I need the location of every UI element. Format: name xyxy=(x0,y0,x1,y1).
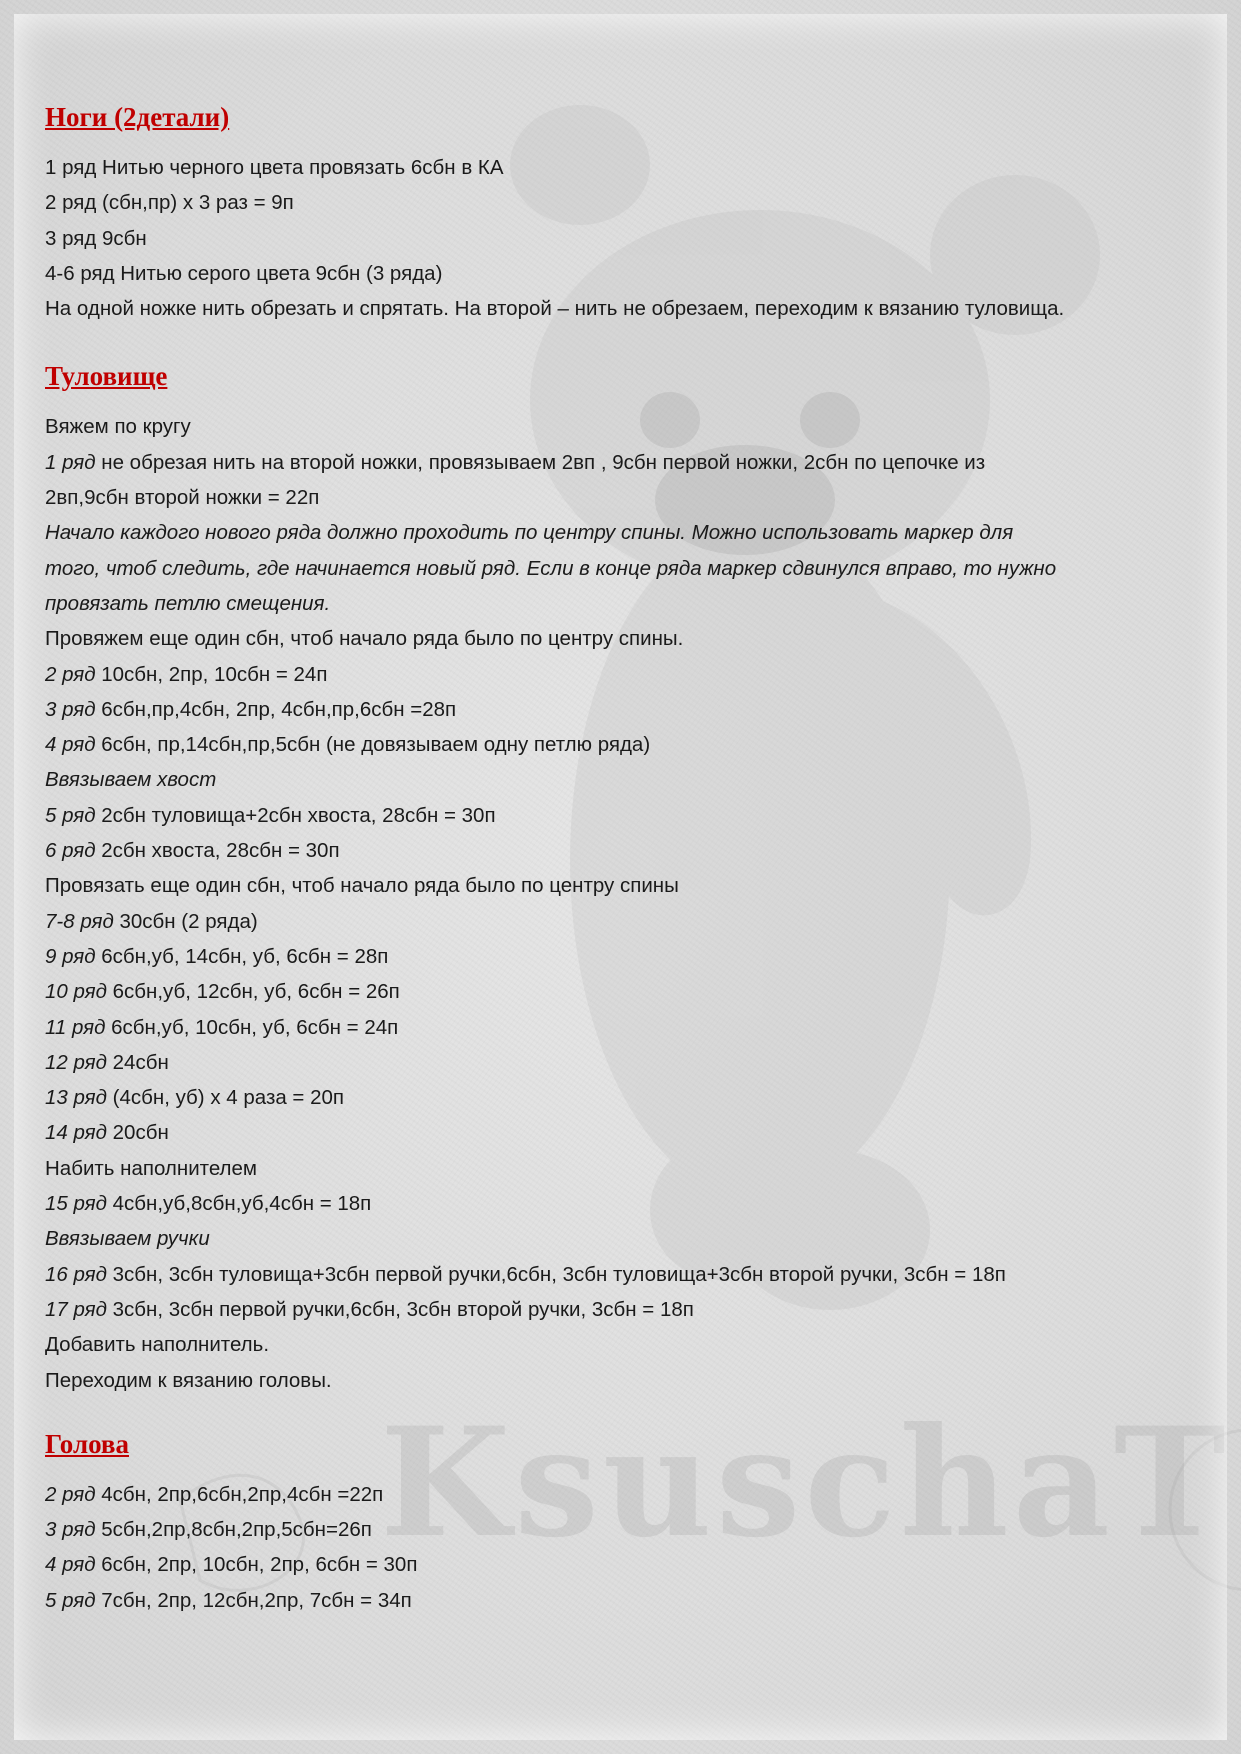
row-label: 9 ряд xyxy=(45,944,96,968)
row-label: 7-8 ряд xyxy=(45,909,114,933)
row-label: 13 ряд xyxy=(45,1086,107,1110)
instruction-line: 2 ряд (сбн,пр) х 3 раз = 9п xyxy=(45,191,294,215)
section-title-legs: Ноги (2детали) xyxy=(45,102,230,132)
instruction-line: На одной ножке нить обрезать и спрятать. На второй – нить не обрезаем, переходим к вязанию туловища. xyxy=(45,297,1065,321)
instruction-line: Добавить наполнитель. xyxy=(45,1333,270,1357)
note-line: того, чтоб следить, где начинается новый ряд. Если в конце ряда маркер сдвинулся вправо, то нужно xyxy=(45,556,1057,580)
row-text: 10сбн, 2пр, 10сбн = 24п xyxy=(95,662,328,686)
instruction-line xyxy=(45,939,1205,974)
row-text: 6сбн,уб, 14сбн, уб, 6сбн = 28п xyxy=(95,944,389,968)
row-text: 24сбн xyxy=(106,1050,169,1074)
section-body-lines xyxy=(45,409,1205,1397)
row-label: 3 ряд xyxy=(45,697,96,721)
section-title-body: Туловище xyxy=(45,361,168,392)
row-label: 15 ряд xyxy=(45,1192,107,1216)
row-text: 4сбн,уб,8сбн,уб,4сбн = 18п xyxy=(106,1192,372,1216)
row-text: не обрезая нить на второй ножки, провязываем 2вп , 9сбн первой ножки, 2сбн по цепочке из xyxy=(95,450,986,474)
instruction-line xyxy=(45,1292,1205,1327)
row-text: 3сбн, 3сбн туловища+3сбн первой ручки,6сбн, 3сбн туловища+3сбн второй ручки, 3сбн = 18п xyxy=(106,1262,1006,1286)
row-label: 4 ряд xyxy=(45,1553,96,1577)
instruction-line: Провязать еще один сбн, чтоб начало ряда было по центру спины xyxy=(45,874,679,898)
row-label: 5 ряд xyxy=(45,1588,96,1612)
pattern-content xyxy=(45,100,1205,1618)
row-text: 6сбн,уб, 12сбн, уб, 6сбн = 26п xyxy=(106,980,400,1004)
row-label: 4 ряд xyxy=(45,733,96,757)
instruction-line xyxy=(45,1547,1205,1582)
row-label: 11 ряд xyxy=(45,1015,106,1039)
instruction-line xyxy=(45,1010,1205,1045)
instruction-line: Провяжем еще один сбн, чтоб начало ряда было по центру спины. xyxy=(45,627,684,651)
row-label: 1 ряд xyxy=(45,450,96,474)
instruction-line xyxy=(45,692,1205,727)
instruction-line xyxy=(45,1477,1205,1512)
instruction-line xyxy=(45,904,1205,939)
row-text: 5сбн,2пр,8сбн,2пр,5сбн=26п xyxy=(95,1518,372,1542)
instruction-line xyxy=(45,1257,1205,1292)
row-text: 2сбн хвоста, 28сбн = 30п xyxy=(95,839,340,863)
note-line: Ввязываем ручки xyxy=(45,1227,210,1251)
row-label: 2 ряд xyxy=(45,662,96,686)
instruction-line xyxy=(45,833,1205,868)
instruction-line xyxy=(45,1045,1205,1080)
row-label: 16 ряд xyxy=(45,1262,107,1286)
instruction-line xyxy=(45,445,1205,480)
row-label: 14 ряд xyxy=(45,1121,107,1145)
instruction-line: Вяжем по кругу xyxy=(45,415,191,439)
note-line: Начало каждого нового ряда должно проходить по центру спины. Можно использовать маркер для xyxy=(45,521,1014,545)
row-label: 12 ряд xyxy=(45,1050,107,1074)
section-head-lines xyxy=(45,1477,1205,1618)
row-label: 6 ряд xyxy=(45,839,96,863)
instruction-line xyxy=(45,1186,1205,1221)
instruction-line xyxy=(45,727,1205,762)
note-line: провязать петлю смещения. xyxy=(45,591,331,615)
instruction-line: 2вп,9сбн второй ножки = 22п xyxy=(45,486,320,510)
row-label: 3 ряд xyxy=(45,1518,96,1542)
instruction-line: 1 ряд Нитью черного цвета провязать 6сбн в КА xyxy=(45,156,504,179)
row-label: 10 ряд xyxy=(45,980,107,1004)
instruction-line xyxy=(45,1080,1205,1115)
section-title-head: Голова xyxy=(45,1428,130,1459)
row-text: 30сбн (2 ряда) xyxy=(113,909,258,933)
row-text: 20сбн xyxy=(106,1121,169,1145)
row-text: 3сбн, 3сбн первой ручки,6сбн, 3сбн второй ручки, 3сбн = 18п xyxy=(106,1297,694,1321)
row-text: 6сбн,уб, 10сбн, уб, 6сбн = 24п xyxy=(105,1015,399,1039)
instruction-line xyxy=(45,1583,1205,1618)
row-text: 6сбн, пр,14сбн,пр,5сбн (не довязываем одну петлю ряда) xyxy=(95,733,651,757)
row-label: 2 ряд xyxy=(45,1482,96,1506)
row-text: 7сбн, 2пр, 12сбн,2пр, 7сбн = 34п xyxy=(95,1588,412,1612)
row-text: 2сбн туловища+2сбн хвоста, 28сбн = 30п xyxy=(95,803,496,827)
instruction-line xyxy=(45,657,1205,692)
section-legs-lines xyxy=(45,150,1205,326)
row-label: 17 ряд xyxy=(45,1297,107,1321)
instruction-line: 4-6 ряд Нитью серого цвета 9сбн (3 ряда) xyxy=(45,261,443,285)
note-line: Ввязываем хвост xyxy=(45,768,217,792)
row-text: (4сбн, уб) х 4 раза = 20п xyxy=(106,1086,345,1110)
row-text: 6сбн, 2пр, 10сбн, 2пр, 6сбн = 30п xyxy=(95,1553,418,1577)
instruction-line xyxy=(45,974,1205,1009)
instruction-line xyxy=(45,1115,1205,1150)
row-label: 5 ряд xyxy=(45,803,96,827)
row-text: 6сбн,пр,4сбн, 2пр, 4сбн,пр,6сбн =28п xyxy=(95,697,457,721)
watermark-logo-text: KsuschaT xyxy=(380,1395,1230,1571)
row-text: 4сбн, 2пр,6сбн,2пр,4сбн =22п xyxy=(95,1482,384,1506)
instruction-line xyxy=(45,1512,1205,1547)
instruction-line xyxy=(45,798,1205,833)
instruction-line: 3 ряд 9сбн xyxy=(45,226,147,250)
instruction-line: Переходим к вязанию головы. xyxy=(45,1368,332,1392)
instruction-line: Набить наполнителем xyxy=(45,1156,258,1180)
